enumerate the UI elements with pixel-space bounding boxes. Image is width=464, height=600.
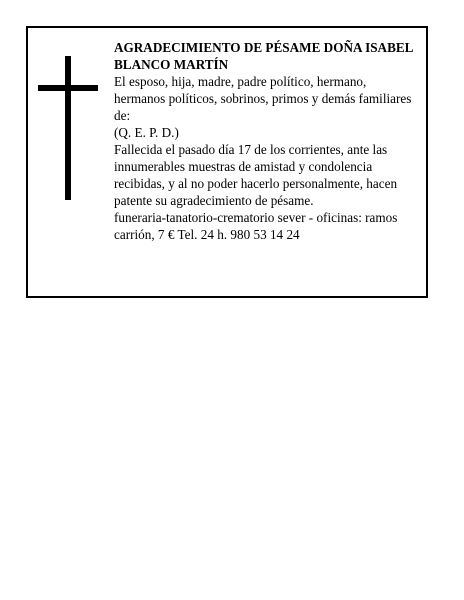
notice-funeral-home-contact: funeraria-tanatorio-crematorio sever - oficinas: ramos carrión, 7 € Tel. 24 h. 980 53 14 24 — [114, 210, 398, 242]
notice-family-line: El esposo, hija, madre, padre político, hermano, hermanos políticos, sobrinos, primos y demás familiares de: — [114, 74, 412, 123]
cross-vertical-bar — [65, 56, 71, 200]
cross-horizontal-bar — [38, 85, 98, 91]
obituary-notice — [26, 26, 428, 298]
notice-body-text: Fallecida el pasado día 17 de los corrientes, ante las innumerables muestras de amistad y condolencia recibidas, y al no poder hacerlo personalmente, hacen patente su agradecimiento de pésame. — [114, 142, 398, 208]
notice-title: AGRADECIMIENTO DE PÉSAME DOÑA ISABEL BLANCO MARTÍN — [114, 40, 413, 72]
notice-content — [114, 39, 414, 243]
notice-rip-line: (Q. E. P. D.) — [114, 125, 179, 140]
